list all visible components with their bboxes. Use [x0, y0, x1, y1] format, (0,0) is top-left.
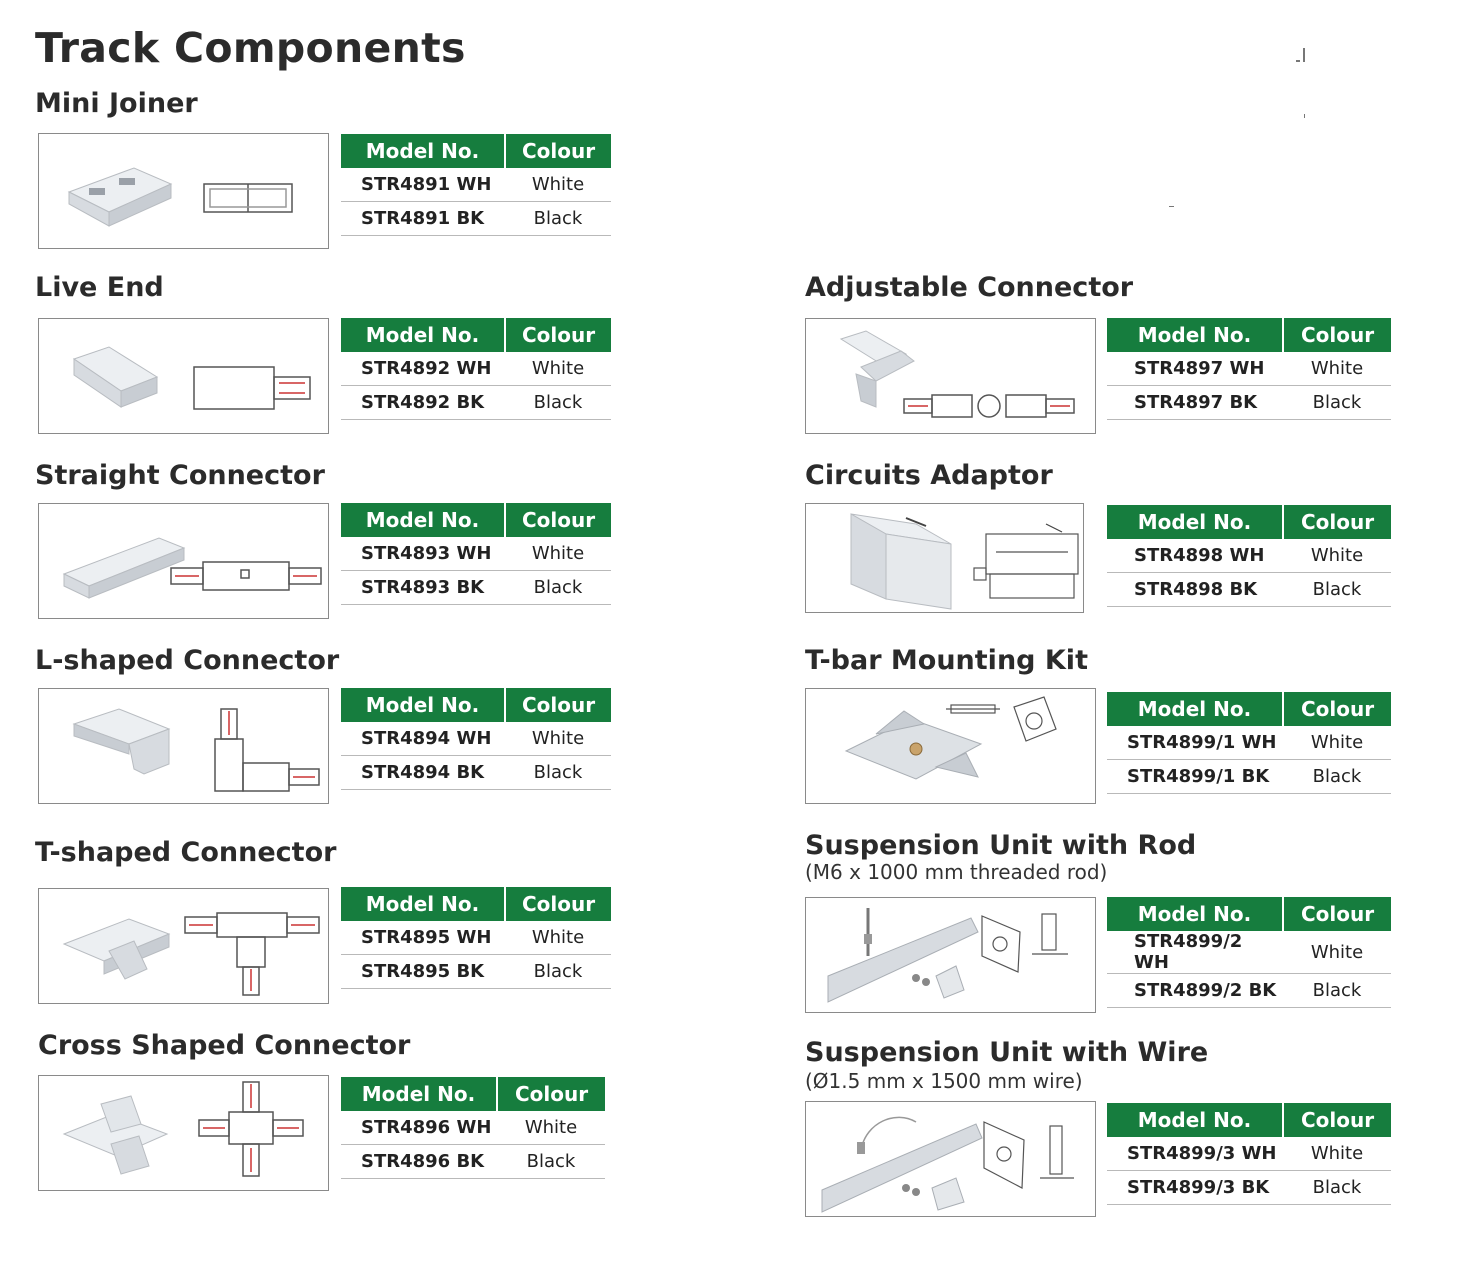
colour-header: Colour [497, 1077, 605, 1111]
straight-connector-3d-render [64, 538, 184, 598]
colour-cell: White [1283, 726, 1391, 760]
model-cell: STR4899/3 WH [1107, 1137, 1283, 1171]
section-title: Straight Connector [35, 460, 325, 491]
colour-cell: White [1283, 539, 1391, 573]
section-title: L-shaped Connector [35, 645, 340, 676]
colour-cell: White [505, 921, 611, 955]
colour-cell: Black [505, 571, 611, 605]
suspension-rod-drawing [982, 914, 1068, 972]
colour-cell: Black [1283, 573, 1391, 607]
live-end-drawing [194, 367, 310, 409]
model-header: Model No. [1107, 505, 1283, 539]
circuits-adaptor-3d-render [851, 514, 951, 609]
suspension-rod-3d-render [828, 908, 978, 1002]
product-image [805, 318, 1096, 434]
table-row [1107, 573, 1391, 607]
colour-cell: Black [497, 1145, 605, 1179]
model-cell: STR4897 BK [1107, 386, 1283, 420]
table-row [341, 571, 611, 605]
colour-cell: Black [505, 202, 611, 236]
model-header: Model No. [1107, 1103, 1283, 1137]
product-image [38, 688, 329, 804]
colour-cell: White [505, 537, 611, 571]
colour-header: Colour [505, 318, 611, 352]
model-cell: STR4899/2 BK [1107, 974, 1283, 1008]
spec-table [1107, 897, 1391, 1008]
model-cell: STR4898 BK [1107, 573, 1283, 607]
section-title: Suspension Unit with Rod [805, 830, 1197, 861]
colour-header: Colour [1283, 1103, 1391, 1137]
colour-header: Colour [505, 134, 611, 168]
colour-header: Colour [505, 887, 611, 921]
model-cell: STR4892 WH [341, 352, 505, 386]
colour-cell: Black [505, 386, 611, 420]
circuits-adaptor-drawing [974, 524, 1078, 598]
mini-joiner-drawing [204, 184, 292, 212]
model-cell: STR4899/1 WH [1107, 726, 1283, 760]
colour-cell: Black [1283, 1171, 1391, 1205]
table-row [341, 756, 611, 790]
product-image [38, 133, 329, 249]
colour-cell: White [505, 722, 611, 756]
model-cell: STR4895 WH [341, 921, 505, 955]
colour-cell: White [1283, 1137, 1391, 1171]
section-title: Cross Shaped Connector [38, 1030, 411, 1061]
straight-connector-drawing [171, 562, 321, 590]
colour-header: Colour [1283, 692, 1391, 726]
spec-table [1107, 318, 1391, 420]
colour-cell: Black [1283, 760, 1391, 794]
model-cell: STR4893 WH [341, 537, 505, 571]
l-connector-3d-render [74, 709, 169, 774]
table-row [1107, 539, 1391, 573]
colour-cell: White [497, 1111, 605, 1145]
section-title: T-bar Mounting Kit [805, 645, 1088, 676]
t-bar-kit-drawing [946, 697, 1056, 741]
spec-table [341, 1077, 605, 1179]
model-cell: STR4894 WH [341, 722, 505, 756]
colour-cell: Black [1283, 386, 1391, 420]
table-row [341, 537, 611, 571]
table-row [341, 168, 611, 202]
colour-header: Colour [1283, 318, 1391, 352]
model-cell: STR4899/2 WH [1107, 931, 1283, 974]
table-row [1107, 931, 1391, 974]
t-bar-kit-3d-render [846, 711, 981, 779]
spec-table [341, 688, 611, 790]
table-row [341, 202, 611, 236]
spec-table [341, 318, 611, 420]
model-header: Model No. [341, 134, 505, 168]
model-cell: STR4894 BK [341, 756, 505, 790]
product-image [805, 1101, 1096, 1217]
model-cell: STR4896 WH [341, 1111, 497, 1145]
spec-table [341, 503, 611, 605]
cross-connector-3d-render [64, 1096, 167, 1174]
product-image [38, 318, 329, 434]
product-image [805, 897, 1096, 1013]
t-connector-3d-render [64, 919, 169, 979]
model-cell: STR4896 BK [341, 1145, 497, 1179]
model-header: Model No. [341, 318, 505, 352]
table-row [341, 1145, 605, 1179]
table-row [1107, 726, 1391, 760]
table-row [341, 921, 611, 955]
section-title: T-shaped Connector [35, 837, 337, 868]
product-image [805, 688, 1096, 804]
spec-table [1107, 692, 1391, 794]
table-row [1107, 386, 1391, 420]
adjustable-connector-drawing [904, 395, 1074, 417]
model-cell: STR4891 BK [341, 202, 505, 236]
model-cell: STR4899/1 BK [1107, 760, 1283, 794]
table-row [341, 722, 611, 756]
colour-cell: Black [505, 955, 611, 989]
colour-header: Colour [505, 503, 611, 537]
model-cell: STR4892 BK [341, 386, 505, 420]
model-header: Model No. [1107, 897, 1283, 931]
model-header: Model No. [341, 503, 505, 537]
adjustable-connector-3d-render [841, 331, 914, 407]
live-end-3d-render [74, 347, 157, 407]
model-cell: STR4893 BK [341, 571, 505, 605]
model-cell: STR4899/3 BK [1107, 1171, 1283, 1205]
table-row [1107, 1171, 1391, 1205]
section-title: Suspension Unit with Wire [805, 1037, 1209, 1068]
stray-mark [1296, 60, 1300, 62]
mini-joiner-3d-render [69, 168, 171, 226]
product-image [38, 888, 329, 1004]
model-cell: STR4898 WH [1107, 539, 1283, 573]
table-row [341, 386, 611, 420]
section-subtitle: (Ø1.5 mm x 1500 mm wire) [805, 1069, 1083, 1093]
model-cell: STR4897 WH [1107, 352, 1283, 386]
section-title: Live End [35, 272, 164, 303]
suspension-wire-3d-render [822, 1117, 982, 1212]
colour-cell: White [505, 168, 611, 202]
section-title: Mini Joiner [35, 88, 198, 119]
section-title: Circuits Adaptor [805, 460, 1053, 491]
t-connector-drawing [185, 913, 319, 995]
colour-cell: Black [505, 756, 611, 790]
table-row [341, 1111, 605, 1145]
colour-cell: White [1283, 352, 1391, 386]
model-header: Model No. [341, 887, 505, 921]
colour-header: Colour [1283, 897, 1391, 931]
table-row [1107, 760, 1391, 794]
product-image [38, 503, 329, 619]
table-row [341, 352, 611, 386]
table-row [1107, 974, 1391, 1008]
page-title: Track Components [35, 24, 466, 72]
model-cell: STR4895 BK [341, 955, 505, 989]
stray-mark [1304, 114, 1305, 118]
spec-table [1107, 1103, 1391, 1205]
colour-header: Colour [1283, 505, 1391, 539]
colour-header: Colour [505, 688, 611, 722]
table-row [1107, 1137, 1391, 1171]
suspension-wire-drawing [984, 1122, 1074, 1188]
table-row [341, 955, 611, 989]
spec-table [341, 887, 611, 989]
colour-cell: Black [1283, 974, 1391, 1008]
stray-mark [1169, 206, 1174, 207]
colour-cell: White [505, 352, 611, 386]
spec-table [1107, 505, 1391, 607]
model-header: Model No. [341, 1077, 497, 1111]
section-title: Adjustable Connector [805, 272, 1134, 303]
table-row [1107, 352, 1391, 386]
model-header: Model No. [1107, 692, 1283, 726]
colour-cell: White [1283, 931, 1391, 974]
model-header: Model No. [1107, 318, 1283, 352]
l-connector-drawing [215, 709, 319, 791]
product-image [805, 503, 1084, 613]
section-subtitle: (M6 x 1000 mm threaded rod) [805, 860, 1108, 884]
model-header: Model No. [341, 688, 505, 722]
product-image [38, 1075, 329, 1191]
cross-connector-drawing [199, 1082, 303, 1176]
model-cell: STR4891 WH [341, 168, 505, 202]
stray-mark [1303, 48, 1305, 62]
spec-table [341, 134, 611, 236]
